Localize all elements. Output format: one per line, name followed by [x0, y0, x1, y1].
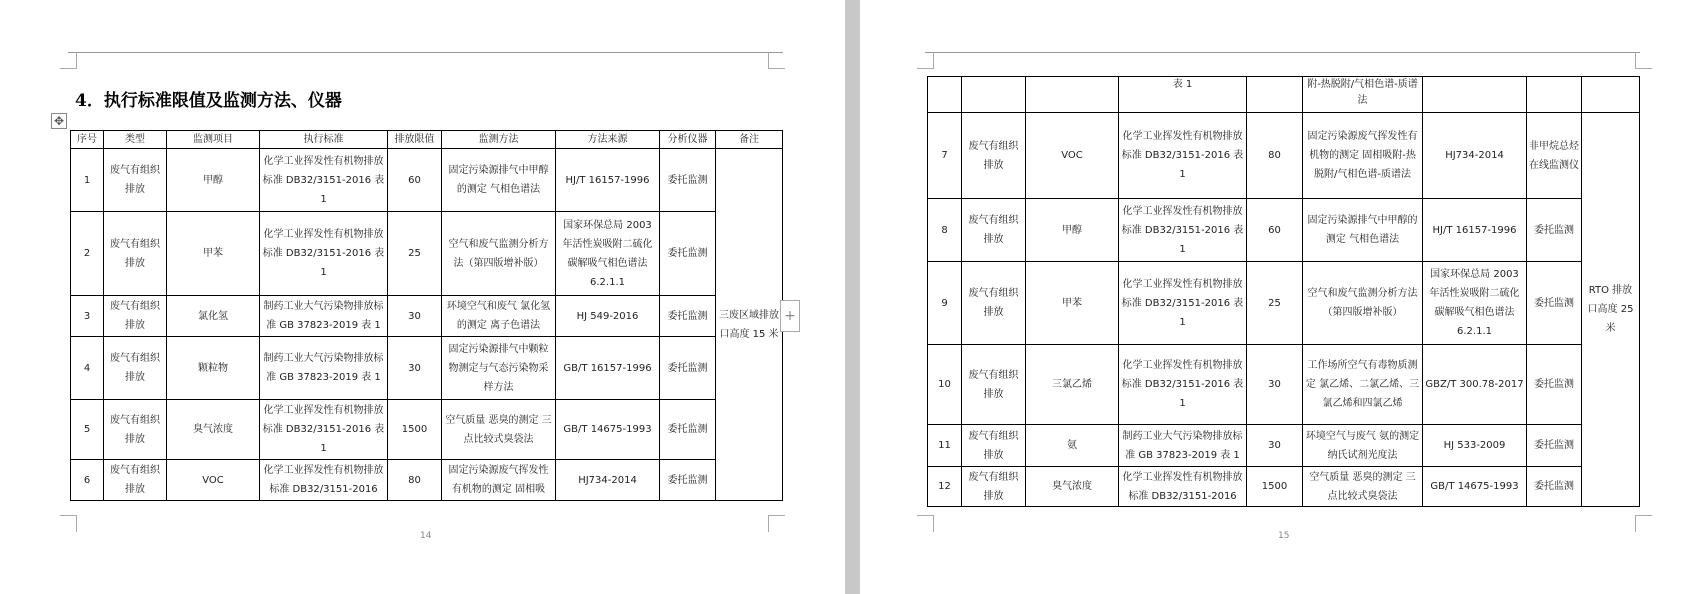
cell-remark: 三废区域排放口高度 15 米	[716, 149, 783, 501]
standards-table-right	[927, 76, 1640, 507]
margin-corner-bl	[60, 515, 77, 532]
cell-method: 环境空气和废气 氯化氢的测定 离子色谱法	[442, 296, 556, 337]
cell-no: 1	[71, 149, 104, 212]
cell-instrument: 委托监测	[1527, 262, 1582, 345]
table-row	[71, 400, 783, 460]
document-page-14	[0, 0, 845, 594]
cell-limit: 30	[1247, 425, 1303, 467]
cell-remark: RTO 排放口高度 25 米	[1582, 113, 1640, 507]
cell-type: 废气有组织排放	[104, 460, 167, 501]
cell-source: GBZ/T 300.78-2017	[1423, 345, 1527, 425]
table-row	[71, 460, 783, 501]
cell-no: 8	[928, 199, 962, 262]
cell-limit: 80	[388, 460, 442, 501]
cell-item: 氯化氢	[167, 296, 260, 337]
cell-limit: 1500	[388, 400, 442, 460]
cell-source: 国家环保总局 2003 年活性炭吸附二硫化碳解吸气相色谱法 6.2.1.1	[1423, 262, 1527, 345]
cell-instrument: 委托监测	[660, 296, 716, 337]
cell-standard: 制药工业大气污染物排放标准 GB 37823-2019 表 1	[260, 296, 388, 337]
col-header: 备注	[716, 131, 783, 149]
cell-type	[962, 77, 1026, 113]
cell-limit: 30	[388, 296, 442, 337]
col-header: 方法来源	[556, 131, 660, 149]
cell-source	[1423, 77, 1527, 113]
cell-no: 3	[71, 296, 104, 337]
cell-standard: 制药工业大气污染物排放标准 GB 37823-2019 表 1	[260, 337, 388, 400]
cell-limit: 80	[1247, 113, 1303, 199]
table-row	[928, 113, 1640, 199]
cell-item: 甲苯	[167, 212, 260, 296]
cell-instrument: 委托监测	[660, 337, 716, 400]
cell-no: 5	[71, 400, 104, 460]
cell-type: 废气有组织排放	[962, 113, 1026, 199]
cell-method: 固定污染源废气挥发性有机物的测定 固相吸	[442, 460, 556, 501]
margin-corner-tl	[917, 52, 934, 69]
margin-corner-tr	[1635, 52, 1652, 69]
cell-no: 2	[71, 212, 104, 296]
col-header: 分析仪器	[660, 131, 716, 149]
header-line	[925, 52, 1640, 53]
cell-source: HJ/T 16157-1996	[556, 149, 660, 212]
cell-standard: 化学工业挥发性有机物排放标准 DB32/3151-2016 表 1	[1119, 262, 1247, 345]
cell-standard: 化学工业挥发性有机物排放标准 DB32/3151-2016 表 1	[1119, 199, 1247, 262]
cell-standard: 化学工业挥发性有机物排放标准 DB32/3151-2016 表 1	[260, 212, 388, 296]
table-row	[928, 425, 1640, 467]
cell-limit: 60	[388, 149, 442, 212]
cell-source: GB/T 14675-1993	[556, 400, 660, 460]
cell-source: GB/T 16157-1996	[556, 337, 660, 400]
table-row	[928, 199, 1640, 262]
cell-limit: 25	[388, 212, 442, 296]
table-header-row	[71, 131, 783, 149]
standards-table-left	[70, 130, 783, 501]
cell-source: HJ 533-2009	[1423, 425, 1527, 467]
section-heading: 4．执行标准限值及监测方法、仪器	[75, 91, 342, 111]
table-row	[71, 212, 783, 296]
cell-instrument	[1527, 77, 1582, 113]
cell-instrument: 委托监测	[1527, 425, 1582, 467]
cell-standard: 化学工业挥发性有机物排放标准 DB32/3151-2016 表 1	[1119, 345, 1247, 425]
cell-no: 11	[928, 425, 962, 467]
col-header: 执行标准	[260, 131, 388, 149]
table-row-continued	[928, 77, 1640, 113]
cell-standard: 表 1	[1119, 77, 1247, 113]
margin-corner-tr	[768, 52, 785, 69]
cell-no: 9	[928, 262, 962, 345]
margin-corner-tl	[60, 52, 77, 69]
cell-standard: 化学工业挥发性有机物排放标准 DB32/3151-2016	[260, 460, 388, 501]
cell-type: 废气有组织排放	[104, 400, 167, 460]
table-row	[928, 262, 1640, 345]
cell-method: 空气和废气监测分析方法（第四版增补版）	[442, 212, 556, 296]
table-row	[71, 296, 783, 337]
cell-source: 国家环保总局 2003 年活性炭吸附二硫化碳解吸气相色谱法 6.2.1.1	[556, 212, 660, 296]
cell-type: 废气有组织排放	[104, 337, 167, 400]
cell-instrument: 委托监测	[660, 149, 716, 212]
cell-standard: 化学工业挥发性有机物排放标准 DB32/3151-2016 表 1	[260, 400, 388, 460]
cell-method: 工作场所空气有毒物质测定 氯乙烯、二氯乙烯、三氯乙烯和四氯乙烯	[1303, 345, 1423, 425]
cell-standard: 制药工业大气污染物排放标准 GB 37823-2019 表 1	[1119, 425, 1247, 467]
cell-limit: 30	[1247, 345, 1303, 425]
cell-item: 氨	[1026, 425, 1119, 467]
cell-source: HJ/T 16157-1996	[1423, 199, 1527, 262]
margin-corner-br	[768, 515, 785, 532]
cell-no: 7	[928, 113, 962, 199]
cell-remark	[1582, 77, 1640, 113]
cell-item: VOC	[167, 460, 260, 501]
cell-item	[1026, 77, 1119, 113]
cell-source: HJ734-2014	[1423, 113, 1527, 199]
cell-instrument: 委托监测	[1527, 199, 1582, 262]
cell-type: 废气有组织排放	[962, 345, 1026, 425]
cell-type: 废气有组织排放	[962, 262, 1026, 345]
cell-method: 空气和废气监测分析方法（第四版增补版）	[1303, 262, 1423, 345]
cell-source: HJ734-2014	[556, 460, 660, 501]
cell-no	[928, 77, 962, 113]
cell-method: 固定污染源排气中颗粒物测定与气态污染物采样方法	[442, 337, 556, 400]
cell-no: 10	[928, 345, 962, 425]
cell-limit: 30	[388, 337, 442, 400]
cell-limit	[1247, 77, 1303, 113]
margin-corner-br	[1635, 515, 1652, 532]
cell-no: 12	[928, 467, 962, 507]
table-move-handle[interactable]: ✥	[51, 113, 67, 129]
cell-type: 废气有组织排放	[104, 149, 167, 212]
cell-instrument: 非甲烷总烃在线监测仪	[1527, 113, 1582, 199]
cell-type: 废气有组织排放	[104, 212, 167, 296]
cell-method: 固定污染源排气中甲醇的测定 气相色谱法	[442, 149, 556, 212]
cell-method: 固定污染源废气挥发性有机物的测定 固相吸附-热脱附/气相色谱-质谱法	[1303, 113, 1423, 199]
header-line	[68, 52, 783, 53]
cell-source: HJ 549-2016	[556, 296, 660, 337]
cell-standard: 化学工业挥发性有机物排放标准 DB32/3151-2016	[1119, 467, 1247, 507]
cell-item: 三氯乙烯	[1026, 345, 1119, 425]
cell-instrument: 委托监测	[1527, 345, 1582, 425]
cell-type: 废气有组织排放	[962, 425, 1026, 467]
table-row	[71, 337, 783, 400]
cell-item: 臭气浓度	[1026, 467, 1119, 507]
cell-method: 附-热脱附/气相色谱-质谱法	[1303, 77, 1423, 113]
cell-no: 4	[71, 337, 104, 400]
cell-method: 环境空气与废气 氨的测定 纳氏试剂光度法	[1303, 425, 1423, 467]
table-row	[71, 149, 783, 212]
cell-limit: 25	[1247, 262, 1303, 345]
table-row	[928, 345, 1640, 425]
col-header: 类型	[104, 131, 167, 149]
table-add-column-button[interactable]: +	[780, 300, 800, 332]
cell-method: 固定污染源排气中甲醇的测定 气相色谱法	[1303, 199, 1423, 262]
cell-type: 废气有组织排放	[962, 199, 1026, 262]
page-number: 14	[420, 531, 432, 541]
col-header: 监测方法	[442, 131, 556, 149]
cell-no: 6	[71, 460, 104, 501]
cell-limit: 60	[1247, 199, 1303, 262]
cell-type: 废气有组织排放	[104, 296, 167, 337]
col-header: 监测项目	[167, 131, 260, 149]
cell-instrument: 委托监测	[660, 460, 716, 501]
cell-instrument: 委托监测	[660, 400, 716, 460]
cell-type: 废气有组织排放	[962, 467, 1026, 507]
cell-method: 空气质量 恶臭的测定 三点比较式臭袋法	[442, 400, 556, 460]
table-row	[928, 467, 1640, 507]
cell-standard: 化学工业挥发性有机物排放标准 DB32/3151-2016 表 1	[1119, 113, 1247, 199]
cell-instrument: 委托监测	[1527, 467, 1582, 507]
col-header: 序号	[71, 131, 104, 149]
page-number: 15	[1278, 531, 1290, 541]
cell-item: 臭气浓度	[167, 400, 260, 460]
cell-item: 甲醇	[167, 149, 260, 212]
cell-source: GB/T 14675-1993	[1423, 467, 1527, 507]
cell-item: 甲苯	[1026, 262, 1119, 345]
cell-method: 空气质量 恶臭的测定 三点比较式臭袋法	[1303, 467, 1423, 507]
margin-corner-bl	[917, 515, 934, 532]
cell-instrument: 委托监测	[660, 212, 716, 296]
cell-item: VOC	[1026, 113, 1119, 199]
cell-limit: 1500	[1247, 467, 1303, 507]
cell-item: 甲醇	[1026, 199, 1119, 262]
col-header: 排放限值	[388, 131, 442, 149]
cell-standard: 化学工业挥发性有机物排放标准 DB32/3151-2016 表 1	[260, 149, 388, 212]
cell-item: 颗粒物	[167, 337, 260, 400]
